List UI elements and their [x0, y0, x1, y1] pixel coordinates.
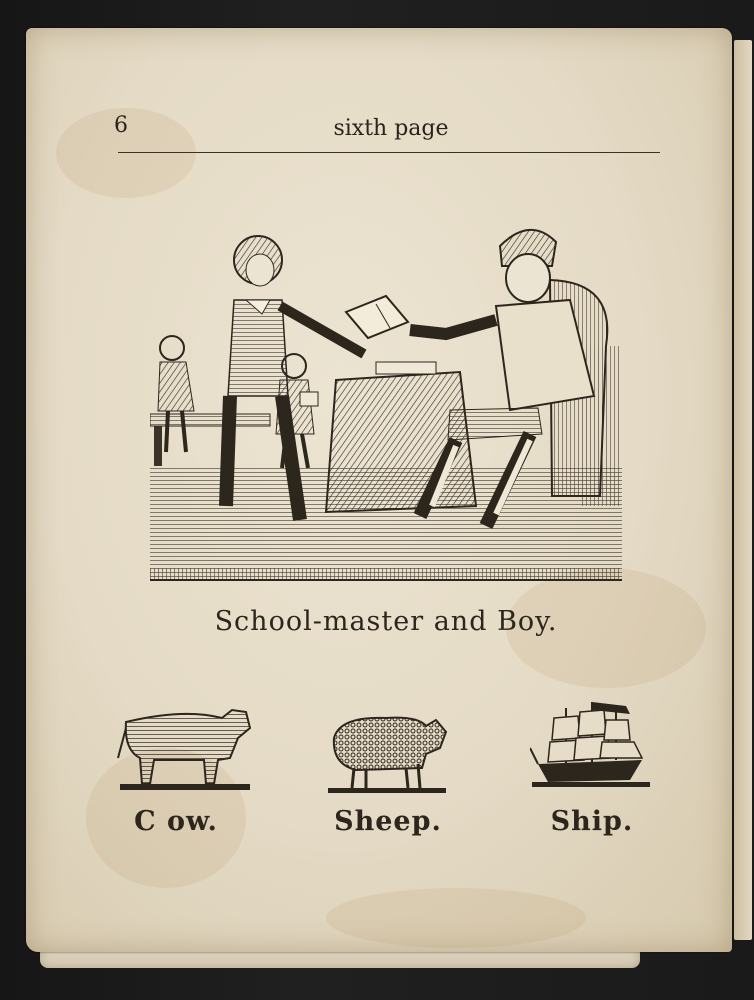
ship-label: Ship. — [550, 806, 634, 837]
illustration-caption: School-master and Boy. — [214, 606, 558, 637]
sheep-label: Sheep. — [334, 806, 442, 837]
schoolmaster-woodcut-illustration — [150, 196, 622, 588]
ship-woodcut-icon — [530, 698, 654, 798]
cow-label: C ow. — [134, 806, 218, 837]
header-rule — [118, 152, 660, 153]
page-title: sixth page — [333, 116, 449, 141]
next-page-edge — [734, 40, 752, 940]
cow-woodcut-icon — [114, 698, 254, 798]
book-page — [26, 28, 732, 952]
page-number: 6 — [114, 113, 128, 138]
sheep-woodcut-icon — [326, 698, 450, 798]
